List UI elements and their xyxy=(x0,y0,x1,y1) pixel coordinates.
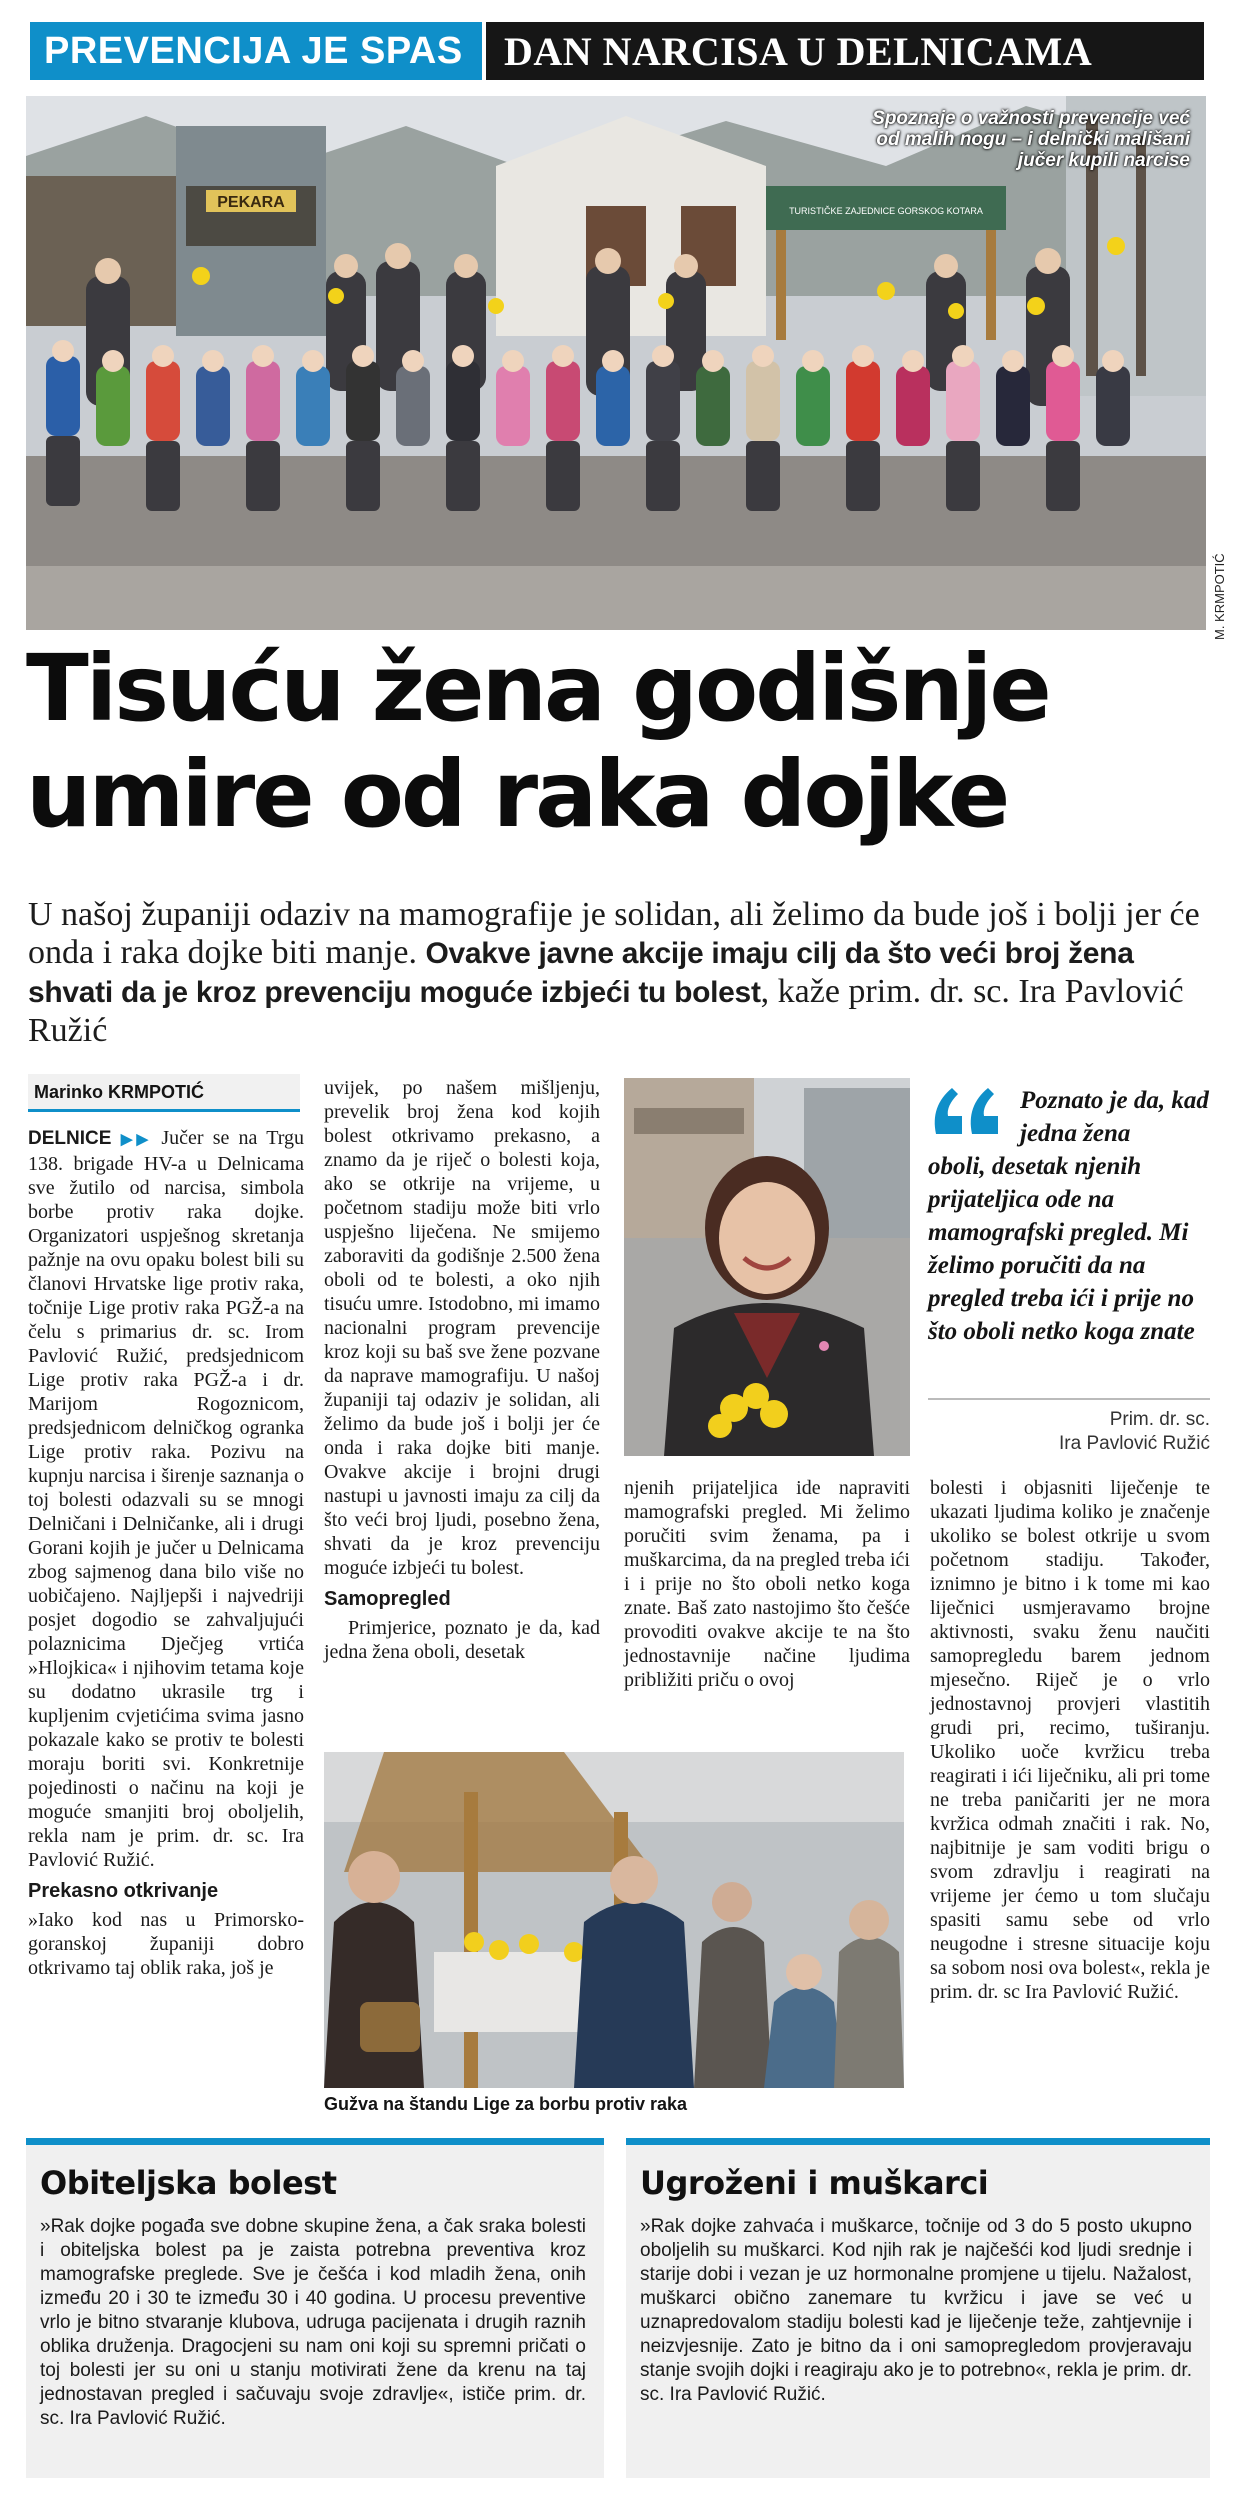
box-1-title: Obiteljska bolest xyxy=(40,2164,337,2202)
byline: Marinko KRMPOTIĆ xyxy=(28,1074,300,1112)
section-label-text: PREVENCIJA JE SPAS xyxy=(44,30,463,72)
pullquote-attribution-line-2: Ira Pavlović Ružić xyxy=(1059,1433,1210,1454)
subheading-samopregled: Samopregled xyxy=(324,1588,451,1610)
stand-photo xyxy=(324,1752,904,2088)
deck xyxy=(28,896,1218,1050)
article-column-4 xyxy=(930,1476,1210,2004)
portrait-illustration xyxy=(624,1078,910,1456)
shop-sign: PEKARA xyxy=(217,194,285,211)
headline xyxy=(26,636,1216,848)
column-1-paragraph-2: »Iako kod nas u Primorsko-goranskoj županiji dobro otkrivamo taj oblik raka, još je xyxy=(28,1909,304,1979)
pullquote-attribution-line-1: Prim. dr. sc. xyxy=(1109,1409,1210,1430)
column-2-paragraph-1: uvijek, po našem mišljenju, prevelik broj žena kod kojih bolest otkrivamo prekasno, a znamo da je riječ o bolesti koja, ako se otkrije na vrijeme, u početnom stadiju može biti vrlo uspješno liječena. Ne smijemo zaboraviti da godišnje 2.500 žena oboli od te bolesti, a oko njih tisuću umre. Istodobno, mi imamo nacionalni program prevencije kroz koji su baš sve žene pozvane da naprave mamografiju. U našoj županiji taj odaziv je solidan, ali želimo da bude još i bolji jer će onda i raka dojke biti manje. Ovakve akcije i brojni drugi nastupi u javnosti imaju za cilj da što veći broj ljudi, posebno žena, shvati da je kroz prevenciju moguće izbjeći tu bolest. xyxy=(324,1077,600,1579)
column-3-paragraph-1: njenih prijateljica ide napraviti mamografski pregled. Mi želimo poručiti svim ženama, pa i muškarcima, da na pregled treba ići i i prije no što oboli netko koga znate. Baš zato nastojimo što češće provoditi ovakve akcije te na što jednostavnije načine ljudima približiti priču o ovoj xyxy=(624,1477,910,1691)
headline-line-1: Tisuću žena godišnje xyxy=(26,635,1049,742)
event-label xyxy=(486,22,1204,80)
photo-credit-text: M. KRMPOTIĆ xyxy=(1212,553,1227,640)
article-column-1 xyxy=(28,1126,304,1980)
article-column-2 xyxy=(324,1076,600,1664)
column-2-paragraph-2: Primjerice, poznato je da, kad jedna žena oboli, desetak xyxy=(324,1617,600,1663)
column-1-paragraph-1 xyxy=(28,1126,304,1872)
top-photo-caption: Spoznaje o važnosti prevencije već od malih nogu – i delnički mališani jučer kupili narcise xyxy=(872,108,1190,171)
portrait-photo xyxy=(624,1078,910,1456)
subheading-prekasno: Prekasno otkrivanje xyxy=(28,1880,219,1902)
headline-line-2: umire od raka dojke xyxy=(26,741,1008,848)
stand-sign: TURISTIČKE ZAJEDNICE GORSKOG KOTARA xyxy=(789,206,983,216)
photo-credit xyxy=(1206,540,1234,640)
column-4-paragraph-1: bolesti i objasniti liječenje te ukazati ljudima koliko je značenje ukoliko se bolest otkrije u svom početnom stadiju. Također, iznimno je bitno i k tome mi kao liječnici usmjeravamo brojne aktivnosti, svaku ženu naučiti samopregledu barem jednom mjesečno. Riječ je o vrlo jednostavnoj provjeri vlastitih grudi pri, recimo, tuširanju. Ukoliko uoče kvržicu treba reagirati i ići liječniku, ali pri tome ne treba paničariti jer ne mora kvržica odmah značiti i rak. No, najbitnije je sam voditi brigu o svom zdravlju i reagirati na vrijeme jer ćemo u tom slučaju spasiti samu sebe od vrlo neugodne i stresne situacije koju sa sobom nosi ova bolest«, rekla je prim. dr. sc Ira Pavlović Ružić. xyxy=(930,1477,1210,2003)
top-photo xyxy=(26,96,1206,630)
deck-tail: , kaže prim. dr. sc. Ira Pavlović Ružić xyxy=(28,973,1184,1049)
pullquote-attribution xyxy=(928,1408,1210,1456)
deck-bold: Ovakve javne akcije imaju cilj da što veći broj žena shvati da je kroz prevenciju moguće izbjeći tu bolest xyxy=(28,937,1134,1009)
box-1-text: »Rak dojke pogađa sve dobne skupine žena, a čak sraka bolesti i obiteljska bolest pa je zaista potrebna preventiva kroz mamografske preglede. Sve je češća i kod mladih žena, onih između 20 i 30 te između 30 i 40 godina. U procesu preventive vrlo je bitno stvaranje klubova, udruga pacijenata i drugih raznih oblika druženja. Dragocjeni su nam oni koji su spremni pričati o toj bolesti jer su oni u stanju motivirati žene da krenu na taj jednostavan pregled i sačuvaju svoje zdravlje«, ističe prim. dr. sc. Ira Pavlović Ružić. xyxy=(40,2216,586,2429)
stand-photo-caption: Gužva na štandu Lige za borbu protiv raka xyxy=(324,2094,688,2114)
pullquote-body: oboli, desetak njenih prijateljica ode na mamografski pregled. Mi želimo poručiti da na pregled treba ići i prije no što oboli netko koga znate xyxy=(928,1153,1195,1345)
article-column-3 xyxy=(624,1476,910,1692)
box-2-title: Ugroženi i muškarci xyxy=(640,2164,989,2202)
box-2-text: »Rak dojke zahvaća i muškarce, točnije od 3 do 5 posto ukupno oboljelih su muškarci. Kod njih rak je najčešći kod ljudi srednje i starije dobi i vezan je uz hormonalne promjene u tijelu. Nažalost, muškarci obično zanemare tu kvržicu i jave se već u uznapredovalom stadiju bolesti kad je liječenje teže, zahtjevnije i neizvjesnije. Zato je bitno da i oni samopregledom provjeravaju stanje svojih dojki i reagiraju ako je to potrebno«, rekla je prim. dr. sc. Ira Pavlović Ružić. xyxy=(640,2216,1192,2405)
event-label-text: DAN NARCISA U DELNICAMA xyxy=(504,29,1093,74)
stand-photo-illustration xyxy=(324,1752,904,2088)
pullquote-lead: Poznato je da, kad jedna žena xyxy=(1020,1087,1209,1147)
box-ugrozeni-i-muskarci xyxy=(626,2138,1210,2478)
section-label xyxy=(30,22,482,80)
dateline-arrow-icon: ▶▶ xyxy=(120,1131,153,1148)
box-obiteljska-bolest xyxy=(26,2138,604,2478)
top-photo-illustration xyxy=(26,96,1206,630)
pullquote-divider xyxy=(928,1398,1210,1400)
deck-plain: U našoj županiji odaziv na mamografije je solidan, ali želimo da bude još i bolji jer će onda i raka dojke biti manje. xyxy=(28,896,1200,971)
column-1-text: Jučer se na Trgu 138. brigade HV-a u Delnicama sve žutilo od narcisa, simbola borbe protiv raka dojke. Organizatori uspješnog skretanja pažnje na ovu opaku bolest bili su članovi Hrvatske lige protiv raka, točnije Lige protiv raka PGŽ-a na čelu s primarius dr. sc. Irom Pavlović Ružić, predsjednicom Lige protiv raka PGŽ-a i dr. Marijom Rogoznicom, predsjednicom delničkog ogranka Lige protiv raka. Pozivu na kupnju narcisa i širenje saznanja o toj bolesti odazvali su se mnogi Delničani i Delničanke, ali i drugi Gorani kojih je jučer u Delnicama zbog sajmenog dana bilo više no uobičajeno. Najljepši i najvedriji posjet dogodio se zahvaljujući polaznicima Dječjeg vrtića »Hlojkica« i njihovim tetama koje su dodatno ukrasile trg i kupljenim cvjetićima svima jasno pokazale kako se protiv te bolesti moraju boriti svi. Konkretnije pojedinosti o načinu na koji je moguće smanjiti broj oboljelih, rekla nam je prim. dr. sc. Ira Pavlović Ružić. xyxy=(28,1127,305,1871)
quote-mark-icon xyxy=(928,1076,1008,1146)
dateline: DELNICE ▶▶ xyxy=(28,1128,153,1149)
